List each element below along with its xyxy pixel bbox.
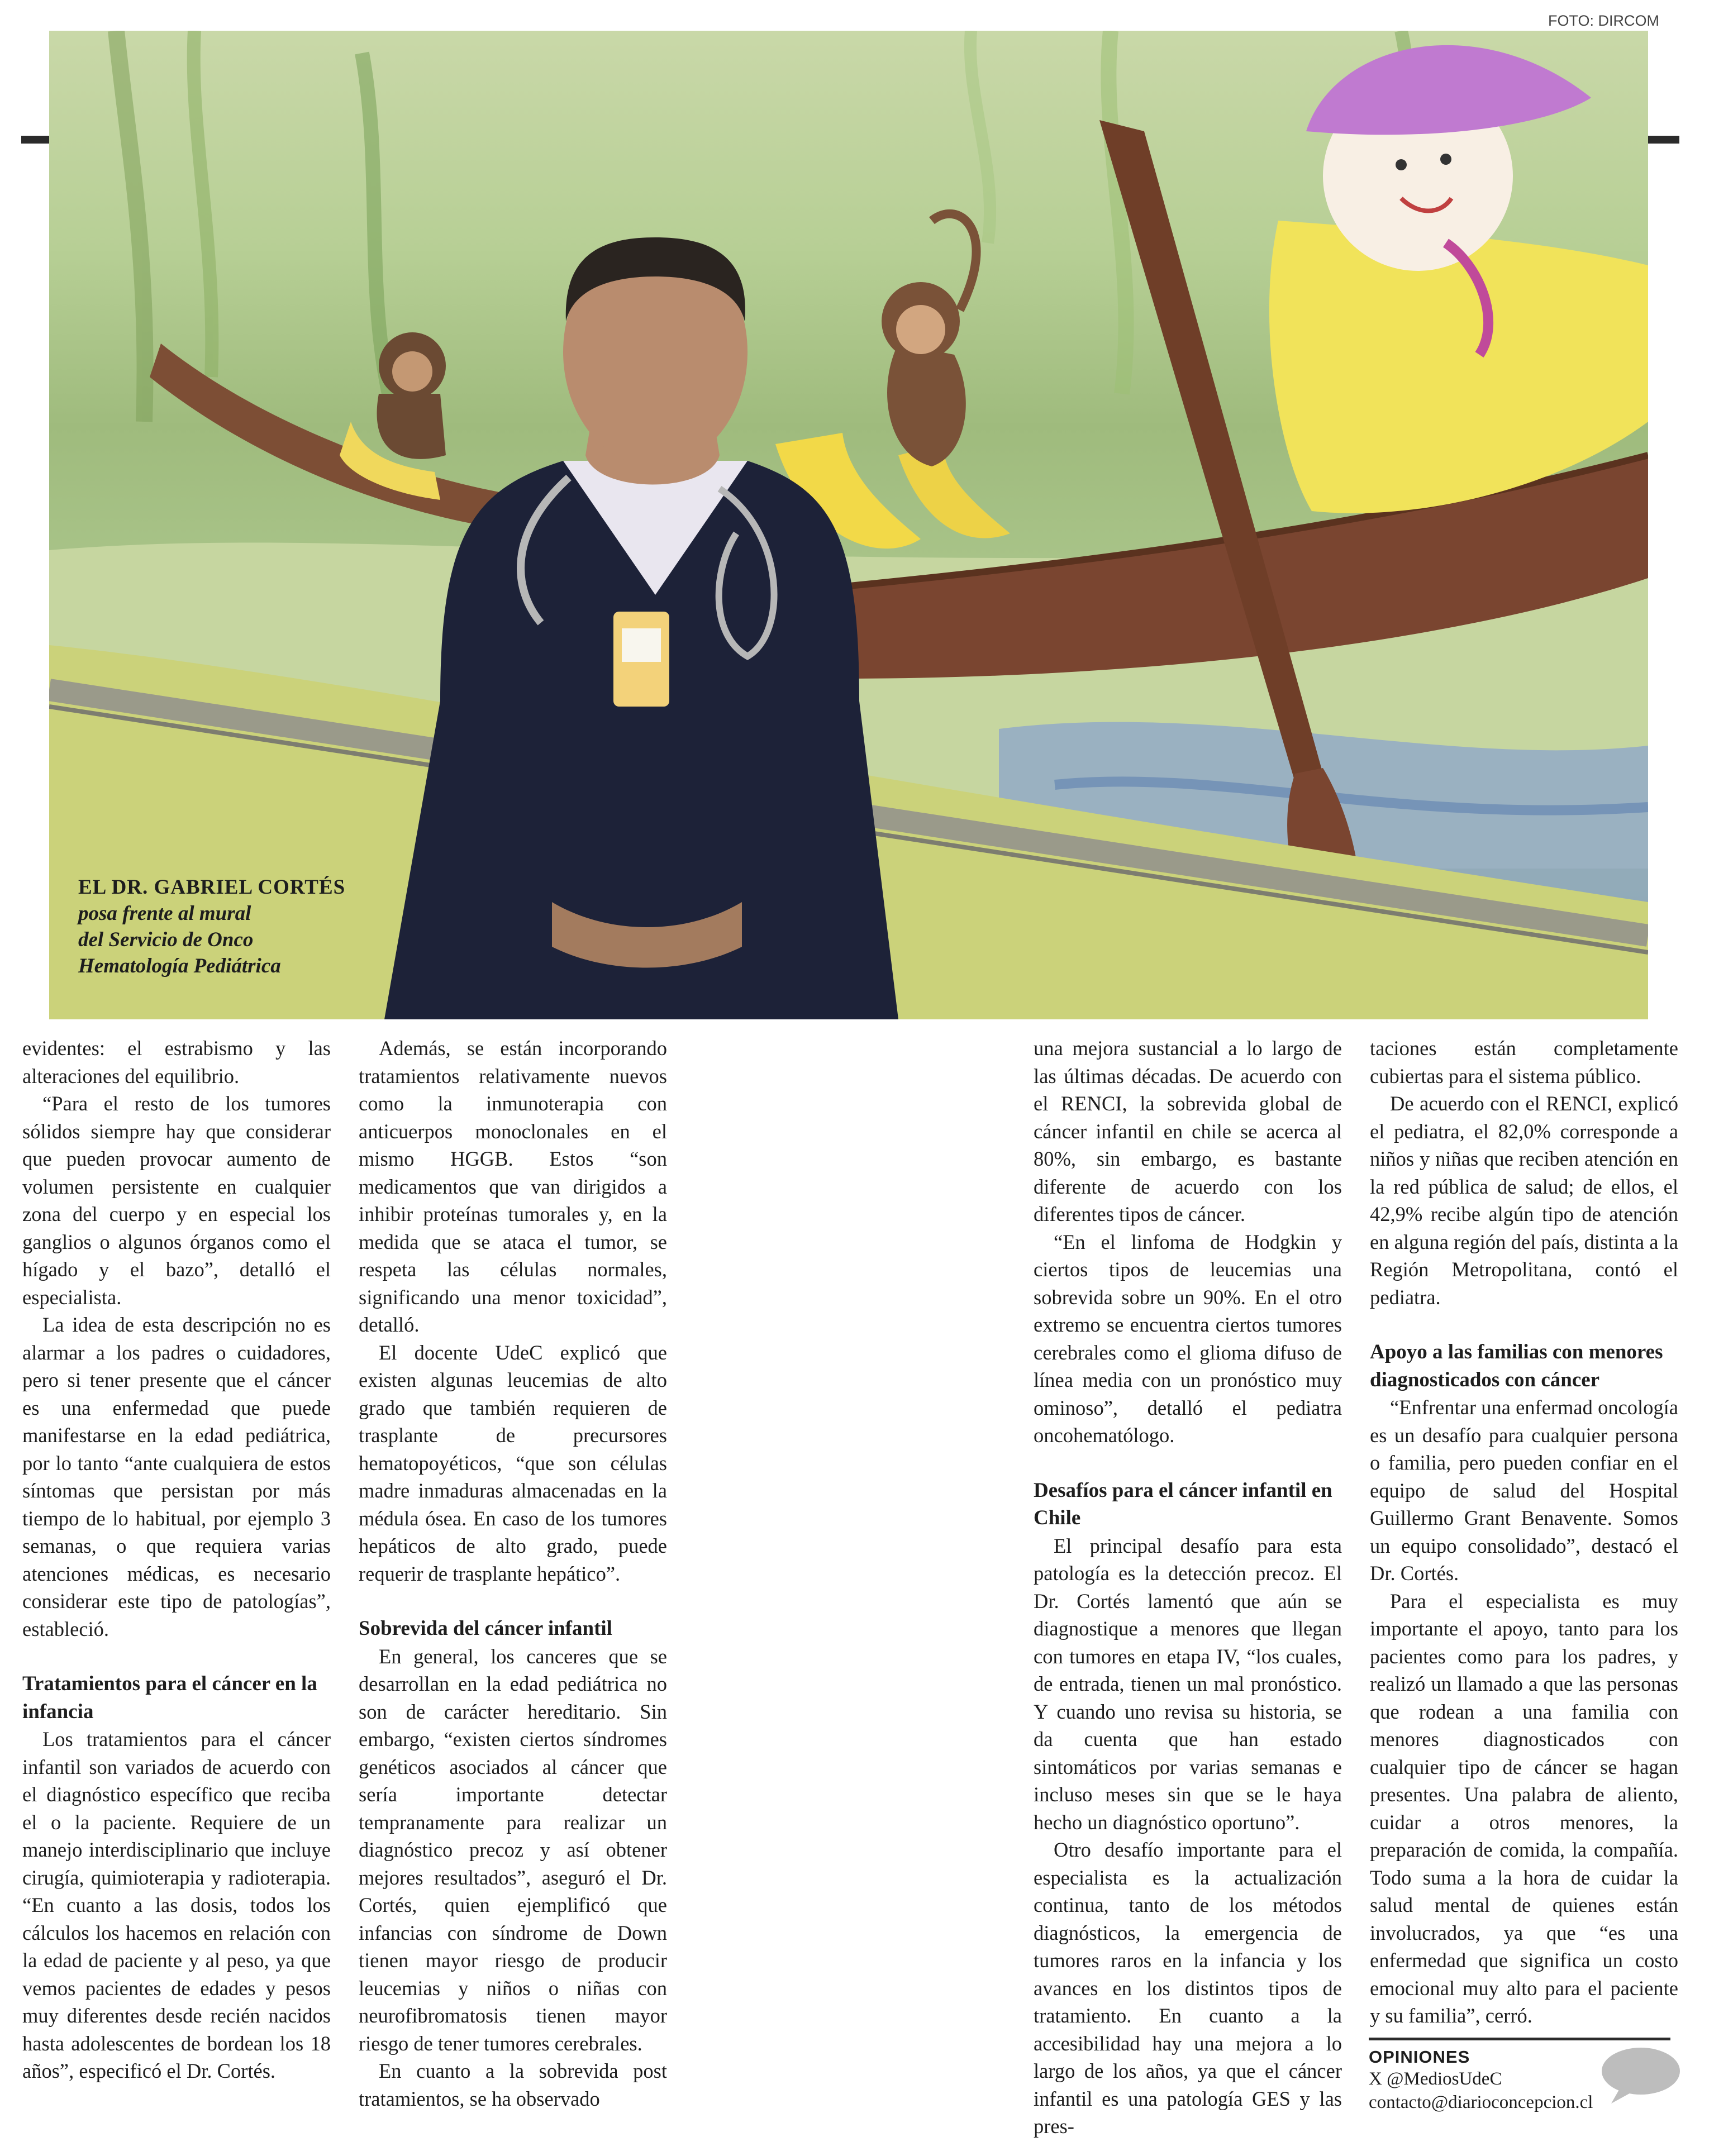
- caption-line: Hematología Pediátrica: [78, 955, 281, 977]
- paragraph: Los tratamientos para el cáncer infantil son variados de acuerdo con el diagnóstico específico que reciba el o la paciente. Requiere de un manejo interdisciplinario que incluye cirugía, quimioterapia y radioterapia. “En cuanto a las dosis, todos los cálculos los hacemos en relación con la edad de paciente y al peso, ya que vemos pacientes de edades y pesos muy diferentes desde recién nacidos hasta adolescentes de bordean los 18 años”, especificó el Dr. Cortés.: [22, 1728, 331, 2082]
- paragraph: De acuerdo con el RENCI, explicó el pediatra, el 82,0% corresponde a niños y niñas que reciben atención en la red pública de salud; de ellos, el 42,9% recibe algún tipo de atención en alguna región del país, distinta a la Región Metropolitana, contó el pediatra.: [1370, 1092, 1678, 1309]
- paragraph: Además, se están incorporando tratamientos relativamente nuevos como la inmunoterapia con anticuerpos monoclonales en el mismo HGGB. Estos “son medicamentos que van dirigidos a inhibir proteínas tumorales y, en la medida que se ataca el tumor, se respeta las células normales, significando una menor toxicidad”, detalló.: [359, 1037, 667, 1336]
- paragraph: El docente UdeC explicó que existen algunas leucemias de alto grado que también requieren de trasplante de precursores hematopoyéticos, “que son células madre inmaduras almacenadas en la médula ósea. En caso de los tumores hepáticos de alto grado, puede requerir de trasplante hepático”.: [359, 1341, 667, 1585]
- article-column-3: [1034, 1034, 1342, 2140]
- paragraph: En general, los canceres que se desarrollan en la edad pediátrica no son de carácter hereditario. Sin embargo, “existen ciertos síndromes genéticos asociados al cáncer que sería importante detectar tempranamente para realizar un diagnóstico precoz y así obtener mejores resultados”, aseguró el Dr. Cortés, quien ejemplificó que infancias con síndrome de Down tienen mayor riesgo de producir leucemias y niños o niñas con neurofibromatosis tienen mayor riesgo de tener tumores cerebrales.: [359, 1644, 667, 2055]
- paragraph: “Para el resto de los tumores sólidos siempre hay que considerar que pueden provocar aumento de volumen persistente en cualquier zona del cuerpo y en especial los ganglios o algunos órganos como el hígado y el bazo”, detalló el especialista.: [22, 1092, 331, 1309]
- section-rule-right: [1648, 136, 1679, 144]
- doctor-figure: [384, 237, 898, 1019]
- paragraph: evidentes: el estrabismo y las alteraciones del equilibrio.: [22, 1037, 331, 1087]
- paragraph: La idea de esta descripción no es alarmar a los padres o cuidadores, pero si tener presente que el cáncer es una enfermedad que puede manifestarse en la edad pediátrica, por lo tanto “ante cualquiera de estos síntomas que persistan por más tiempo de lo habitual, por ejemplo 3 semanas, o que requiera varias atenciones médicas, es necesario considerar este tipo de patologías”, estableció.: [22, 1313, 331, 1640]
- photo-caption: [78, 874, 345, 979]
- caption-name: EL DR. GABRIEL CORTÉS: [78, 876, 346, 899]
- subheading-apoyo: Apoyo a las familias con menores diagnosticados con cáncer: [1370, 1341, 1663, 1391]
- subheading-tratamientos: Tratamientos para el cáncer en la infancia: [22, 1672, 317, 1723]
- paragraph: “En el linfoma de Hodgkin y ciertos tipos de leucemias una sobrevida sobre un 90%. En el otro extremo se encuentra ciertos tumores cerebrales como el glioma difuso de línea media con un pronóstico muy ominoso”, detalló el pediatra oncohematólogo.: [1034, 1230, 1342, 1447]
- article-column-2: [359, 1034, 667, 2112]
- paragraph: “Enfrentar una enfermad oncología es un desafío para cualquier persona o familia, pero pueden confiar en el equipo de salud del Hospital Guillermo Grant Benavente. Somos un equipo consolidado”, destacó el Dr. Cortés.: [1370, 1396, 1678, 1585]
- paragraph: Otro desafío importante para el especialista es la actualización continua, tanto de los métodos diagnósticos, la emergencia de tumores raros en la infancia y los avances en los distintos tipos de tratamiento. En cuanto a la accesibilidad hay una mejora a lo largo de los años, ya que el cáncer infantil es una patología GES y las pres-: [1034, 1838, 1342, 2138]
- opinions-handle: X @MediosUdeC: [1369, 2069, 1502, 2089]
- paragraph: Para el especialista es muy importante el apoyo, tanto para los pacientes como para los padres, y realizó un llamado a que las personas que rodean a una familia con menores diagnosticados con cualquier tipo de cáncer se hagan presentes. Una palabra de aliento, cuidar a otros menores, la preparación de comida, la compañía. Todo suma a la hora de cuidar la salud mental de quienes están involucrados, ya que “es una enfermedad que significa un costo emocional muy alto para el paciente y su familia”, cerró.: [1370, 1589, 1678, 2027]
- subheading-sobrevida: Sobrevida del cáncer infantil: [359, 1617, 612, 1640]
- article-column-1: [22, 1034, 331, 2085]
- caption-line: del Servicio de Onco: [78, 928, 254, 951]
- article-photo: [49, 31, 1648, 1019]
- paragraph: En cuanto a la sobrevida post tratamientos, se ha observado: [359, 2059, 667, 2110]
- mural-illustration: [49, 31, 1648, 1019]
- paragraph: una mejora sustancial a lo largo de las últimas décadas. De acuerdo con el RENCI, la sobrevida global de cáncer infantil en chile se acerca al 80%, sin embargo, es bastante diferente de acuerdo con los diferentes tipos de cáncer.: [1034, 1037, 1342, 1225]
- paragraph: taciones están completamente cubiertas para el sistema público.: [1370, 1037, 1678, 1087]
- section-rule-left: [21, 136, 50, 144]
- speech-bubble-icon: [1599, 2044, 1683, 2106]
- paragraph: El principal desafío para esta patología es la detección precoz. El Dr. Cortés lamentó que aún se diagnostique a menores que llegan con tumores en etapa IV, “los cuales, de entrada, tienen un mal pronóstico. Y cuando uno revisa su historia, se da cuenta que han estado sintomáticos por varias semanas e incluso meses sin que se le haya hecho un diagnóstico oportuno”.: [1034, 1534, 1342, 1834]
- opinions-title: OPINIONES: [1369, 2047, 1470, 2067]
- opinions-email[interactable]: contacto@diarioconcepcion.cl: [1369, 2092, 1593, 2112]
- caption-line: posa frente al mural: [78, 902, 251, 925]
- article-column-4: [1370, 1034, 1678, 2030]
- photo-credit: FOTO: DIRCOM: [1548, 12, 1659, 29]
- subheading-desafios: Desafíos para el cáncer infantil en Chile: [1034, 1478, 1332, 1529]
